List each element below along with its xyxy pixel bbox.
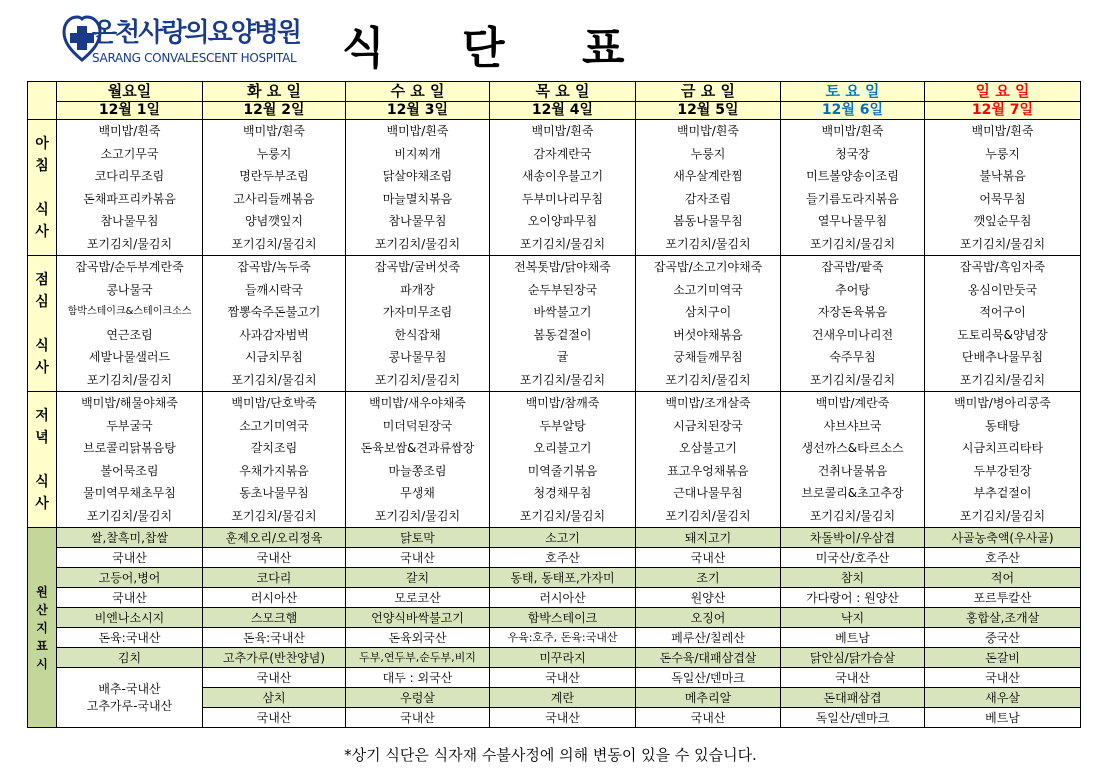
meal-label-char — [28, 177, 56, 199]
origin-cell: 포르투칼산 — [925, 588, 1081, 608]
meal-label-char: 점 — [35, 271, 49, 288]
meal-label — [28, 120, 57, 256]
menu-item: 물미역무채초무침 — [83, 486, 176, 500]
meal-cell — [57, 392, 203, 528]
day-name: 토 요 일 — [781, 82, 925, 102]
menu-item: 열무나물무침 — [817, 214, 888, 228]
origin-row — [28, 528, 1081, 548]
origin-cell: 돈갈비 — [925, 648, 1081, 668]
menu-item: 감자계란국 — [533, 146, 592, 161]
menu-item: 근대나물무침 — [673, 486, 743, 500]
origin-cell: 돈수육/대패삼겹살 — [636, 648, 781, 668]
menu-item: 옹심이만둣국 — [967, 282, 1038, 297]
menu-item: 포기김치/물김치 — [374, 508, 461, 523]
meal-cell — [490, 120, 636, 256]
origin-cell: 돼지고기 — [636, 528, 781, 548]
meal-cell — [781, 256, 925, 392]
day-name: 일 요 일 — [925, 82, 1081, 102]
menu-item: 파개장 — [400, 282, 435, 297]
menu-item: 콩나물국 — [106, 282, 153, 297]
meal-cell — [203, 120, 346, 256]
day-name: 목 요 일 — [490, 82, 636, 102]
menu-item: 청국장 — [835, 146, 870, 161]
page-header — [0, 0, 1101, 80]
menu-item: 감자조림 — [684, 191, 732, 206]
menu-item: 누룽지 — [256, 146, 292, 161]
origin-cell: 차돌박이/우삼겹 — [781, 528, 925, 548]
menu-item: 포기김치/물김치 — [959, 236, 1046, 251]
menu-item: 삼치구이 — [684, 305, 732, 319]
origin-line: 배추-국내산 — [98, 681, 161, 696]
menu-item: 오삼불고기 — [679, 441, 737, 455]
menu-item: 마늘쫑조림 — [388, 463, 447, 478]
menu-item: 포기김치/물김치 — [231, 236, 317, 251]
origin-cell: 비엔나소시지 — [57, 608, 203, 628]
table-corner — [28, 82, 57, 120]
menu-item: 소고기무국 — [100, 146, 159, 161]
day-date: 12월 1일 — [57, 102, 203, 120]
origin-cell: 국내산 — [203, 668, 346, 688]
menu-item: 포기김치/물김치 — [809, 236, 896, 251]
menu-item: 한식잡채 — [394, 327, 441, 342]
menu-item: 동태탕 — [985, 418, 1020, 433]
menu-item: 두부굴국 — [106, 418, 153, 433]
menu-item: 잡곡밥/녹두죽 — [237, 260, 311, 274]
menu-item: 어묵무침 — [979, 191, 1026, 206]
origin-cell: 국내산 — [346, 548, 490, 568]
menu-item: 적어구이 — [979, 305, 1026, 319]
origin-cell: 러시아산 — [490, 588, 636, 608]
menu-item: 포기김치/물김치 — [374, 372, 461, 387]
origin-cell: 모로코산 — [346, 588, 490, 608]
title-char: 표 — [582, 23, 625, 74]
meal-label-char: 사 — [35, 359, 49, 376]
menu-item: 버섯야채볶음 — [673, 327, 743, 342]
menu-item: 오리불고기 — [533, 441, 592, 455]
menu-item: 백미밥/흰죽 — [821, 124, 884, 138]
day-name: 수 요 일 — [346, 82, 490, 102]
meal-cell — [781, 120, 925, 256]
origin-line: 고추가루-국내산 — [86, 698, 173, 713]
menu-item: 백미밥/해물야채죽 — [81, 396, 178, 410]
meal-cell — [925, 256, 1081, 392]
origin-cell: 함박스테이크 — [490, 608, 636, 628]
origin-cell: 계란 — [490, 688, 636, 708]
menu-item: 세발나물샐러드 — [88, 350, 171, 364]
origin-label — [28, 528, 57, 728]
origin-row — [28, 568, 1081, 588]
origin-cell: 국내산 — [346, 708, 490, 728]
date-header-row — [28, 102, 1081, 120]
day-date: 12월 2일 — [203, 102, 346, 120]
origin-cell: 적어 — [925, 568, 1081, 588]
menu-item: 사과감자범벅 — [239, 327, 309, 342]
menu-item: 잡곡밥/순두부계란죽 — [75, 260, 184, 274]
meal-cell — [925, 392, 1081, 528]
menu-item: 잡곡밥/굴버섯죽 — [374, 260, 461, 274]
menu-item: 백미밥/흰죽 — [531, 124, 594, 138]
origin-cell: 미꾸라지 — [490, 648, 636, 668]
menu-item: 궁채들깨무침 — [673, 350, 743, 364]
menu-item: 숙주무침 — [829, 350, 876, 364]
meal-label — [28, 256, 57, 392]
menu-item: 미더덕된장국 — [382, 418, 453, 433]
day-name: 월요일 — [57, 82, 203, 102]
origin-cell: 메추리알 — [636, 688, 781, 708]
menu-item: 닭살야채조림 — [382, 169, 453, 183]
menu-item: 돈육보쌈&견과류쌈장 — [360, 441, 475, 455]
menu-item: 포기김치/물김치 — [665, 236, 751, 251]
menu-item: 바싹불고기 — [533, 305, 592, 319]
origin-cell: 훈제오리/오리정육 — [203, 528, 346, 548]
day-name: 금 요 일 — [636, 82, 781, 102]
origin-cell: 미국산/호주산 — [781, 548, 925, 568]
menu-item: 샤브샤브국 — [823, 418, 882, 433]
meal-label-char: 식 — [35, 201, 49, 218]
menu-item: 볼어묵조림 — [100, 463, 159, 478]
menu-item: 갈치조림 — [250, 441, 298, 455]
origin-cell: 대두 : 외국산 — [346, 668, 490, 688]
menu-item: 시금치무침 — [245, 350, 303, 364]
day-date: 12월 3일 — [346, 102, 490, 120]
origin-cell: 국내산 — [781, 668, 925, 688]
origin-row — [28, 648, 1081, 668]
menu-item: 소고기미역국 — [673, 282, 743, 297]
menu-item: 들깨시락국 — [245, 282, 303, 297]
menu-item: 포기김치/물김치 — [86, 236, 173, 251]
menu-item: 전복톳밥/닭야채죽 — [514, 260, 611, 274]
hospital-name: 온천사랑의요양병원 — [92, 18, 301, 48]
meal-cell — [203, 256, 346, 392]
menu-item: 두부강된장 — [973, 463, 1032, 478]
menu-item: 청경채무침 — [533, 486, 592, 500]
menu-item: 백미밥/계란죽 — [815, 396, 890, 410]
menu-item: 포기김치/물김치 — [86, 372, 173, 387]
origin-cell: 우육:호주, 돈육:국내산 — [490, 628, 636, 648]
origin-cell: 쌀,찰흑미,찹쌀 — [57, 528, 203, 548]
menu-item: 포기김치/물김치 — [959, 508, 1046, 523]
day-date: 12월 4일 — [490, 102, 636, 120]
origin-cell: 코다리 — [203, 568, 346, 588]
menu-item: 백미밥/흰죽 — [676, 124, 739, 138]
origin-cell: 돈대패삼겹 — [781, 688, 925, 708]
menu-item: 두부미나리무침 — [521, 191, 604, 206]
menu-item: 부추겉절이 — [973, 486, 1032, 500]
origin-cell: 원양산 — [636, 588, 781, 608]
origin-cell: 동태, 동태포,가자미 — [490, 568, 636, 588]
menu-item: 포기김치/물김치 — [959, 372, 1046, 387]
origin-row — [28, 628, 1081, 648]
origin-row — [28, 608, 1081, 628]
meal-cell — [346, 392, 490, 528]
origin-cell-merged — [57, 668, 203, 728]
origin-cell: 호주산 — [490, 548, 636, 568]
menu-item: 누룽지 — [985, 146, 1020, 161]
origin-label-char: 원 — [36, 584, 48, 599]
origin-cell: 스모크햄 — [203, 608, 346, 628]
menu-item: 백미밥/참깨죽 — [525, 396, 600, 410]
meal-label-char: 식 — [35, 473, 49, 490]
menu-item: 브로콜리닭볶음탕 — [83, 441, 176, 455]
menu-item: 짬뽕숙주돈불고기 — [227, 305, 321, 319]
origin-cell: 고추가루(반찬양념) — [203, 648, 346, 668]
origin-cell: 베트남 — [781, 628, 925, 648]
menu-item: 백미밥/흰죽 — [386, 124, 449, 138]
meal-cell — [636, 120, 781, 256]
menu-item: 잡곡밥/소고기야채죽 — [653, 260, 763, 274]
origin-cell: 낙지 — [781, 608, 925, 628]
meal-cell — [346, 256, 490, 392]
origin-cell: 국내산 — [490, 668, 636, 688]
menu-item: 소고기미역국 — [239, 418, 309, 433]
meal-label-char: 아 — [35, 135, 49, 152]
origin-row — [28, 548, 1081, 568]
meal-cell — [490, 392, 636, 528]
origin-cell: 러시아산 — [203, 588, 346, 608]
meal-cell — [57, 120, 203, 256]
origin-label-char: 표 — [36, 638, 48, 653]
menu-item: 함박스테이크&스테이크소스 — [67, 306, 192, 317]
menu-item: 잡곡밥/흑임자죽 — [959, 260, 1046, 274]
meal-cell — [636, 392, 781, 528]
day-date: 12월 6일 — [781, 102, 925, 120]
day-header-row — [28, 82, 1081, 102]
menu-item: 포기김치/물김치 — [665, 372, 751, 387]
origin-cell: 두부,연두부,순두부,비지 — [346, 648, 490, 668]
menu-item: 봄동겉절이 — [533, 327, 592, 342]
menu-item: 포기김치/물김치 — [665, 508, 751, 523]
day-date: 12월 5일 — [636, 102, 781, 120]
origin-cell: 고등어,병어 — [57, 568, 203, 588]
origin-cell: 삼치 — [203, 688, 346, 708]
menu-item: 우채가지볶음 — [239, 463, 309, 478]
origin-cell: 국내산 — [490, 708, 636, 728]
menu-item: 마늘멸치볶음 — [382, 191, 453, 206]
origin-cell: 돈육외국산 — [346, 628, 490, 648]
origin-cell: 가다랑어 : 원양산 — [781, 588, 925, 608]
origin-cell: 소고기 — [490, 528, 636, 548]
menu-item: 건취나물볶음 — [817, 463, 888, 478]
origin-cell: 김치 — [57, 648, 203, 668]
hospital-name-en: SARANG CONVALESCENT HOSPITAL — [92, 51, 297, 65]
origin-cell: 오징어 — [636, 608, 781, 628]
title-char: 식 — [342, 23, 385, 74]
origin-cell: 조기 — [636, 568, 781, 588]
meal-cell — [346, 120, 490, 256]
meal-label-char: 사 — [35, 223, 49, 240]
menu-item: 새송이우불고기 — [521, 169, 604, 183]
origin-row — [28, 668, 1081, 688]
meal-plan-table — [27, 81, 1081, 728]
origin-cell: 국내산 — [203, 708, 346, 728]
menu-item: 포기김치/물김치 — [231, 508, 317, 523]
menu-item: 잡곡밥/팥죽 — [821, 260, 884, 274]
origin-cell: 국내산 — [57, 588, 203, 608]
origin-label-char: 지 — [36, 620, 48, 635]
meal-label-char: 심 — [35, 293, 49, 310]
menu-item: 백미밥/단호박죽 — [231, 396, 317, 410]
meal-label-char — [28, 313, 56, 335]
title-char: 단 — [462, 23, 505, 74]
menu-item: 비지찌개 — [394, 146, 441, 161]
meal-row — [28, 256, 1081, 392]
page-title — [342, 12, 642, 76]
menu-item: 들기름도라지볶음 — [806, 191, 899, 206]
origin-cell: 새우살 — [925, 688, 1081, 708]
meal-label-char — [28, 449, 56, 471]
meal-label-char: 식 — [35, 337, 49, 354]
day-date: 12월 7일 — [925, 102, 1081, 120]
menu-item: 미역줄기볶음 — [527, 463, 598, 478]
origin-cell: 언양식바싹불고기 — [346, 608, 490, 628]
menu-item: 포기김치/물김치 — [519, 372, 606, 387]
menu-item: 깻잎순무침 — [973, 214, 1032, 228]
menu-item: 동초나물무침 — [239, 486, 309, 500]
menu-item: 포기김치/물김치 — [231, 372, 317, 387]
menu-item: 브로콜리&초고추장 — [801, 486, 904, 500]
menu-item: 참나물무침 — [388, 214, 447, 228]
menu-item: 순두부된장국 — [527, 282, 598, 297]
menu-item: 양념깻잎지 — [245, 214, 303, 228]
meal-cell — [57, 256, 203, 392]
meal-label — [28, 392, 57, 528]
meal-cell — [203, 392, 346, 528]
origin-cell: 돈육:국내산 — [203, 628, 346, 648]
day-name: 화 요 일 — [203, 82, 346, 102]
menu-item: 참나물무침 — [100, 214, 159, 228]
origin-cell: 참치 — [781, 568, 925, 588]
menu-item: 표고우엉채볶음 — [667, 463, 749, 478]
origin-label-char: 산 — [36, 602, 48, 617]
menu-item: 새우살계란찜 — [673, 169, 743, 183]
menu-item: 포기김치/물김치 — [809, 372, 896, 387]
meal-cell — [490, 256, 636, 392]
meal-cell — [925, 120, 1081, 256]
menu-item: 미트볼양송이조림 — [806, 169, 899, 183]
origin-cell: 홍합살,조개살 — [925, 608, 1081, 628]
menu-item: 봄동나물무침 — [673, 214, 743, 228]
menu-item: 시금치된장국 — [673, 418, 743, 433]
menu-item: 포기김치/물김치 — [86, 508, 173, 523]
menu-item: 두부알탕 — [539, 418, 586, 433]
origin-row — [28, 588, 1081, 608]
menu-item: 도토리묵&양념장 — [957, 327, 1048, 342]
menu-item: 귤 — [556, 350, 569, 364]
origin-cell: 독일산/덴마크 — [781, 708, 925, 728]
meal-label-char: 사 — [35, 495, 49, 512]
menu-item: 추어탕 — [835, 282, 870, 297]
menu-item: 누룽지 — [690, 146, 726, 161]
menu-item: 코다리무조림 — [94, 169, 165, 183]
meal-row — [28, 392, 1081, 528]
menu-item: 백미밥/흰죽 — [242, 124, 305, 138]
menu-item: 가자미무조림 — [382, 305, 453, 319]
origin-cell: 베트남 — [925, 708, 1081, 728]
menu-item: 백미밥/새우야채죽 — [369, 396, 466, 410]
menu-item: 백미밥/병아리콩죽 — [954, 396, 1051, 410]
menu-item: 돈채파프리카볶음 — [83, 191, 176, 206]
menu-item: 불낙볶음 — [979, 169, 1026, 183]
menu-item: 무생채 — [400, 486, 435, 500]
meal-row — [28, 120, 1081, 256]
meal-label-char: 저 — [35, 407, 49, 424]
meal-label-char: 침 — [35, 157, 49, 174]
origin-cell: 국내산 — [57, 548, 203, 568]
origin-cell: 돈육:국내산 — [57, 628, 203, 648]
menu-item: 콩나물무침 — [388, 350, 447, 364]
meal-cell — [636, 256, 781, 392]
origin-label-char: 시 — [36, 656, 48, 671]
menu-item: 포기김치/물김치 — [519, 236, 606, 251]
origin-cell: 국내산 — [636, 548, 781, 568]
meal-cell — [781, 392, 925, 528]
origin-cell: 페루산/칠레산 — [636, 628, 781, 648]
origin-cell: 닭토막 — [346, 528, 490, 548]
menu-item: 백미밥/흰죽 — [971, 124, 1034, 138]
menu-item: 자장돈육볶음 — [817, 305, 888, 319]
origin-cell: 국내산 — [925, 668, 1081, 688]
footer-note: *상기 식단은 식자재 수불사정에 의해 변동이 있을 수 있습니다. — [344, 746, 757, 764]
menu-item: 오이양파무침 — [527, 214, 598, 228]
menu-item: 시금치프리타타 — [961, 441, 1044, 455]
menu-item: 건새우미나리전 — [811, 327, 894, 342]
meal-label-char: 녁 — [35, 429, 49, 446]
menu-item: 포기김치/물김치 — [809, 508, 896, 523]
origin-cell: 중국산 — [925, 628, 1081, 648]
menu-item: 연근조림 — [106, 327, 153, 342]
menu-item: 생선까스&타르소스 — [801, 441, 904, 455]
menu-item: 포기김치/물김치 — [519, 508, 606, 523]
origin-cell: 우렁살 — [346, 688, 490, 708]
origin-cell: 갈치 — [346, 568, 490, 588]
menu-item: 고사리들깨볶음 — [233, 191, 315, 206]
origin-cell: 국내산 — [203, 548, 346, 568]
menu-item: 명란두부조림 — [239, 169, 309, 183]
menu-item: 포기김치/물김치 — [374, 236, 461, 251]
menu-item: 단배추나물무침 — [961, 350, 1044, 364]
origin-cell: 독일산/덴마크 — [636, 668, 781, 688]
origin-cell: 국내산 — [636, 708, 781, 728]
origin-cell: 호주산 — [925, 548, 1081, 568]
menu-item: 백미밥/흰죽 — [98, 124, 161, 138]
menu-item: 백미밥/조개살죽 — [665, 396, 751, 410]
origin-cell: 닭안심/닭가슴살 — [781, 648, 925, 668]
origin-cell: 사골농축액(우사골) — [925, 528, 1081, 548]
